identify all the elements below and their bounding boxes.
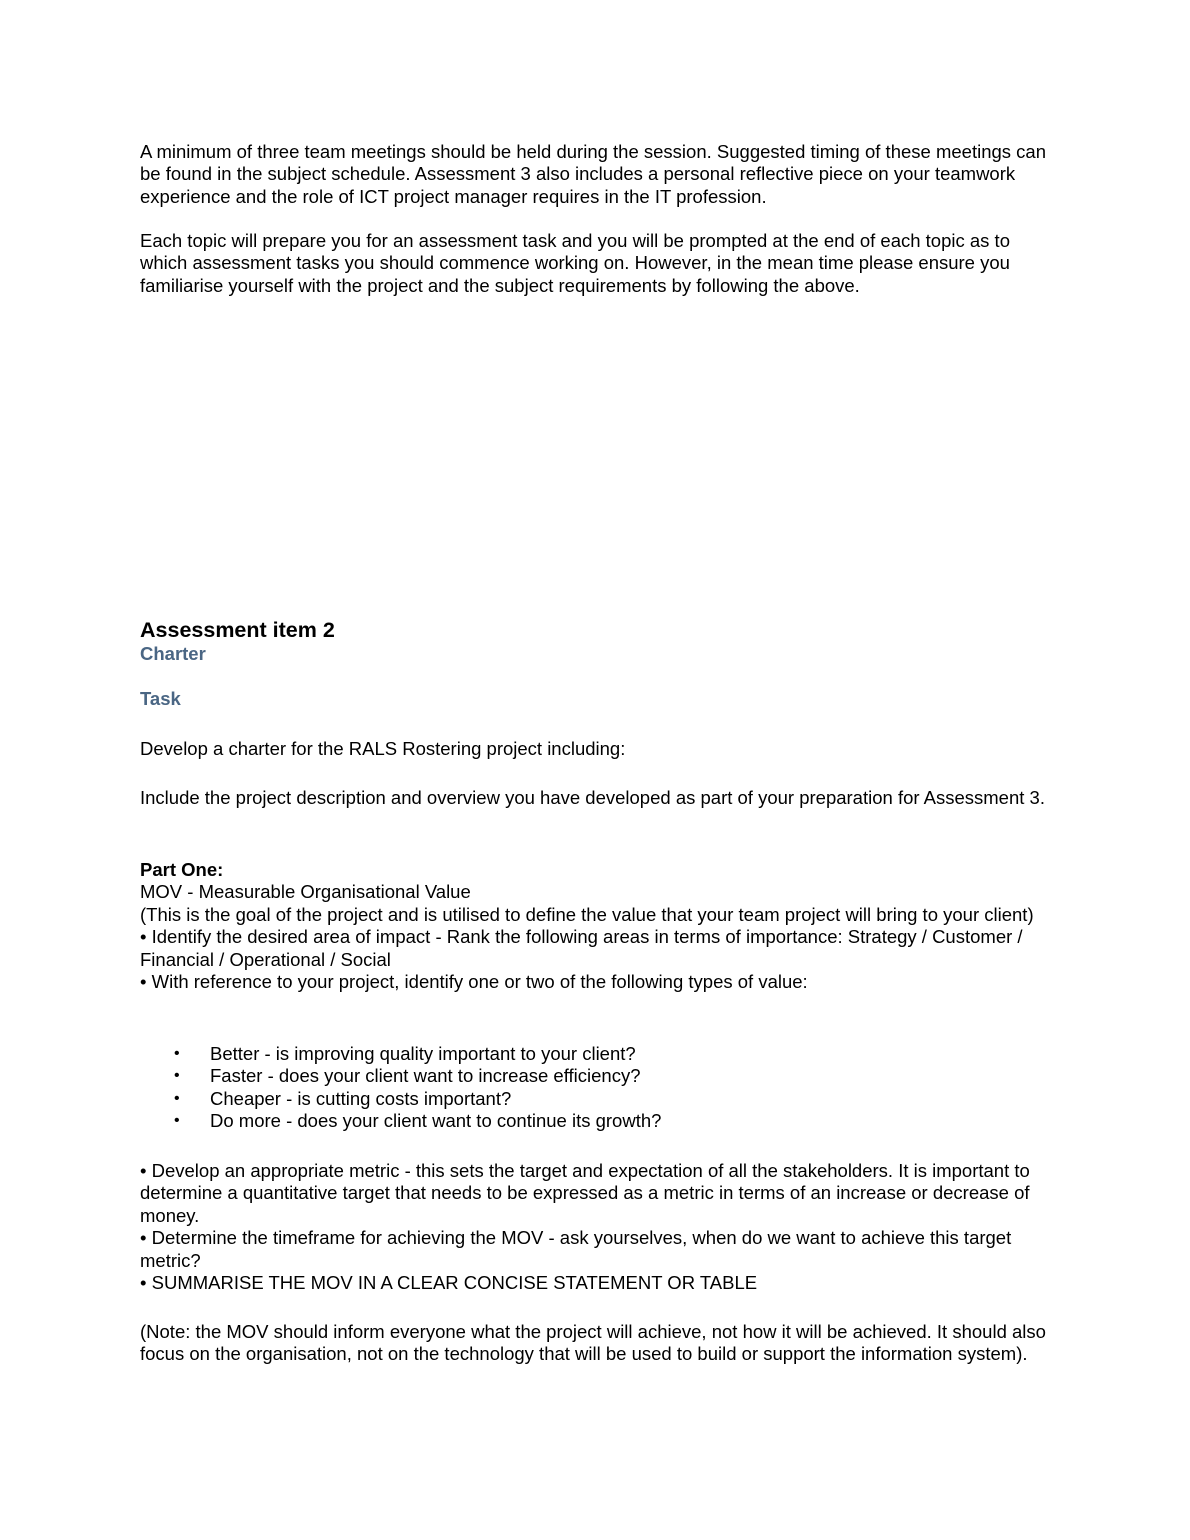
summarise-text: • SUMMARISE THE MOV IN A CLEAR CONCISE STATEMENT OR TABLE <box>140 1272 758 1294</box>
intro-paragraph-1: A minimum of three team meetings should be held during the session. Suggested timing of these meetings can be found in the subject schedule. Assessment 3 also includes a personal reflective piece on your teamwork experience and the role of ICT project manager requires in the IT profession. <box>140 141 1046 207</box>
impact-text: • Identify the desired area of impact - Rank the following areas in terms of importance: Strategy / Customer / Financial / Operational / Social <box>140 926 1023 970</box>
timeframe-text: • Determine the timeframe for achieving the MOV - ask yourselves, when do we want to achieve this target metric? <box>140 1227 1012 1271</box>
task-heading: Task <box>140 688 181 709</box>
assessment-subtitle: Charter <box>140 643 206 664</box>
bullet-icon: • <box>174 1112 180 1130</box>
value-types-text: • With reference to your project, identify one or two of the following types of value: <box>140 971 808 993</box>
list-item: • Better - is improving quality important to your client? <box>174 1043 636 1064</box>
note-text: (Note: the MOV should inform everyone what the project will achieve, not how it will be achieved. It should also focus on the organisation, not on the technology that will be used to build or support the information system). <box>140 1321 1046 1365</box>
goal-text: (This is the goal of the project and is utilised to define the value that your team project will bring to your client) <box>140 903 1034 925</box>
intro-paragraph-2: Each topic will prepare you for an assessment task and you will be prompted at the end of each topic as to which assessment tasks you should commence working on. However, in the mean time please ensure you familiarise yourself with the project and the subject requirements by following the above. <box>140 230 1010 296</box>
part-one-heading: Part One: <box>140 859 224 880</box>
bullet-icon: • <box>174 1089 180 1107</box>
include-text: Include the project description and overview you have developed as part of your preparation for Assessment 3. <box>140 787 1045 808</box>
list-item: • Faster - does your client want to increase efficiency? <box>174 1065 641 1087</box>
metric-text: • Develop an appropriate metric - this sets the target and expectation of all the stakeholders. It is important to determine a quantitative target that needs to be expressed as a metric in terms of an increase or decrease of money. <box>140 1160 1030 1226</box>
bullet-icon: • <box>174 1045 180 1062</box>
assessment-title: Assessment item 2 <box>140 618 335 642</box>
mov-line: MOV - Measurable Organisational Value <box>140 881 471 903</box>
list-item: • Cheaper - is cutting costs important? <box>174 1087 512 1109</box>
metric-section <box>140 1160 1050 1294</box>
bullet-icon: • <box>174 1067 180 1085</box>
value-types-list <box>140 1043 1050 1133</box>
list-item: • Do more - does your client want to continue its growth? <box>174 1110 662 1132</box>
task-intro: Develop a charter for the RALS Rostering project including: <box>140 738 626 759</box>
part-one-section <box>140 859 1050 993</box>
